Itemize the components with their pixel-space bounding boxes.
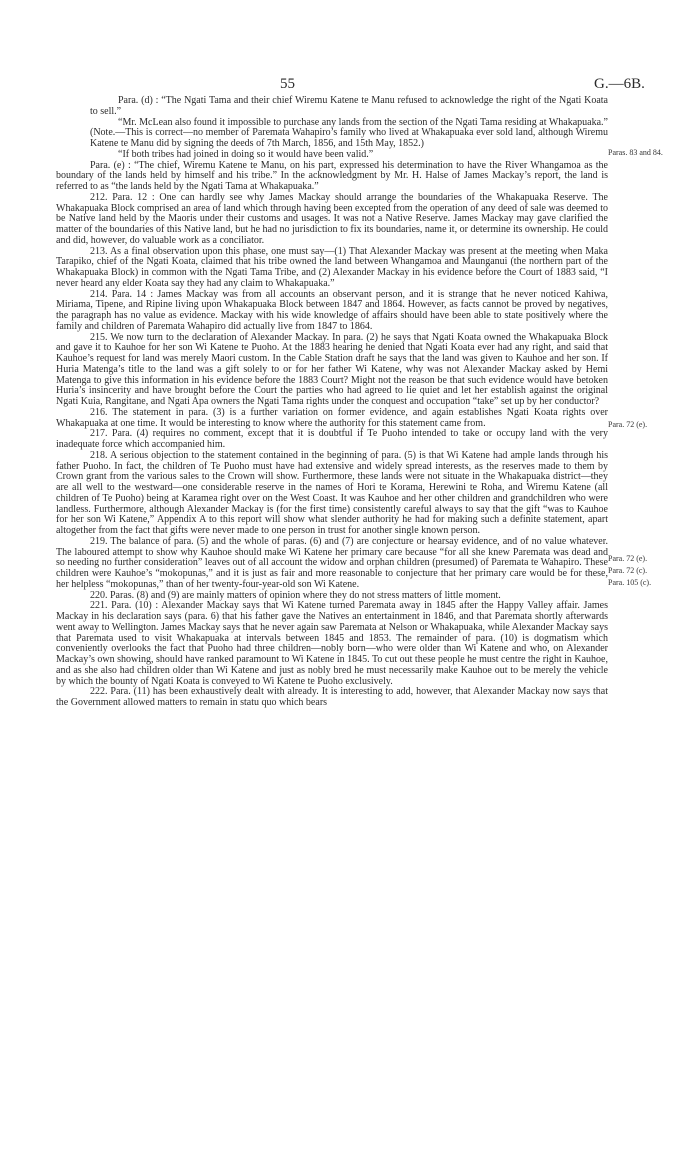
paragraph-218: 218. A serious objection to the statement contained in the beginning of para. (5) is that Wi Katene had ample lands through his father Puoho. In fact, the children of Te Puoho must have had extensive and widely spread interests, as the reserves made to them by Crown grant from the various sales to the Crown will show. Furthermore, these lands were not situate in the Whakapuaka district—they are all well to the westward—one considerable reserve in the names of Hori te Korama, Herewini te Roha, and Wiremu Katene (all children of Te Puoho) being at Karamea right over on the West Coast. It was Kauhoe and her other children and grandchildren who were landless. Furthermore, although Alexander Mackay is (for the first time) consistently careful always to say that the gift “was to Kauhoe for her son Wi Katene,” Appendix A to this report will show what slender authority he had for making such a definite statement, apart altogether from the fact that gifts were never made to one person in trust for another single known person. [56, 449, 608, 536]
page-number: 55 [280, 76, 295, 92]
margin-note: Para. 105 (c). [608, 578, 652, 587]
margin-note: Paras. 83 and 84. [608, 148, 663, 157]
paragraph-221: 221. Para. (10) : Alexander Mackay says that Wi Katene turned Paremata away in 1845 after the Happy Valley affair. James Mackay in his declaration says (para. 6) that his father gave the Natives an entertainment in 1846, and that Paremata shortly afterwards went away to Wellington. James Mackay says that he never again saw Paremata at Nelson or Whakapuaka, while Alexander Mackay says that Paremata used to visit Whakapuaka at intervals between 1845 and 1853. The remainder of para. (10) is dogmatism which conveniently overlooks the fact that Puoho had three children—nobly born—who were older than Wi Katene and who, on Alexander Mackay’s own showing, should have ranked paramount to Wi Katene in 1845. To cut out these people he must centre the right in Kauhoe, and as she also had children older than Wi Katene and just as nobly bred he must necessarily make Kauhoe out to be merely the vehicle by which the bounty of Ngati Koata is conveyed to Wi Katene te Puoho exclusively. [56, 600, 608, 687]
margin-note: Para. 72 (e). [608, 554, 648, 563]
paragraph-213: 213. As a final observation upon this phase, one must say—(1) That Alexander Mackay was present at the meeting when Maka Tarapiko, chief of the Ngati Koata, claimed that his tribe owned the land between Whangamoa and Maunganui (the northern part of the Whakapuaka Block) in common with the Ngati Tama Tribe, and (2) Alexander Mackay in his evidence before the Court of 1883 said, “I never heard any elder Koata say they had any claim to Whakapuaka.” [56, 245, 608, 289]
paragraph-para-d: Para. (d) : “The Ngati Tama and their chief Wiremu Katene te Manu refused to acknowledge the right of the Ngati Koata to sell.” [90, 95, 608, 117]
margin-note: Para. 72 (c). [608, 566, 648, 575]
paragraph-both-tribes-quote: “If both tribes had joined in doing so it would have been valid.” [118, 148, 374, 160]
paragraph-212: 212. Para. 12 : One can hardly see why James Mackay should arrange the boundaries of the Whakapuaka Reserve. The Whakapuaka Block comprised an area of land which through having been excepted from the operation of any deed of sale was deemed to be Native land held by the Maoris under their customs and usages. It was not a Native Reserve. James Mackay may gave clarified the matter of the boundaries of this Native land, but he had no jurisdiction to fix its boundaries, name it, or determine its ownership. He could and did, however, do valuable work as a conciliator. [56, 191, 608, 246]
paragraph-222: 222. Para. (11) has been exhaustively dealt with already. It is interesting to add, however, that Alexander Mackay now says that the Government allowed matters to remain in statu quo which bears [56, 686, 608, 708]
paragraph-para-e: Para. (e) : “The chief, Wiremu Katene te Manu, on his part, expressed his determination to have the River Whangamoa as the boundary of the lands held by himself and his tribe.” In the acknowledgment by Mr. H. Halse of James Mackay’s report, the land is referred to as “the lands held by the Ngati Tama at Whakapuaka.” [56, 159, 608, 192]
paragraph-216: 216. The statement in para. (3) is a further variation on former evidence, and again establishes Ngati Koata rights over Whakapuaka at one time. It would be interesting to know where the authority for this statement came from. [56, 406, 608, 429]
paragraph-mclean-quote: “Mr. McLean also found it impossible to purchase any lands from the section of the Ngati Tama residing at Whakapuaka.” (Note.—This is correct—no member of Paremata Wahapiro’s family who lived at Whakapuaka ever sold land, although Wiremu Katene te Manu did by signing the deeds of 7th March, 1856, and 15th May, 1852.) [90, 116, 608, 149]
paragraph-215: 215. We now turn to the declaration of Alexander Mackay. In para. (2) he says that Ngati Koata owned the Whakapuaka Block and gave it to Kauhoe for her son Wi Katene te Puoho. At the 1883 hearing he denied that Ngati Koata ever had any right, and said that Kauhoe’s request for land was merely Maori custom. In the Cable Station draft he says that the land was given to Kauhoe and her son. If Huria Matenga’s title to the land was a gift solely to or for her father Wi Katene, why was not Alexander Mackay asked by Hemi Matenga to give this information in his evidence before the 1883 Court? Might not the reason be that such evidence would have betoken Huria’s insincerity and have brought before the Court the parties who had agreed to lie quiet and let her establish against the original Ngati Kuia, Rangitane, and Ngati Apa owners the Ngati Tama rights under the conquest and occupation “take” set up by her conductor? [56, 331, 608, 407]
paragraph-219: 219. The balance of para. (5) and the whole of paras. (6) and (7) are conjecture or hearsay evidence, and of no value whatever. The laboured attempt to show why Kauhoe should make Wi Katene her primary care because “for all she knew Paremata was dead and so needing no further consideration” leaves out of all account the widow and orphan children (presumed) of Paremata te Wahapiro. These children were Kauhoe’s “mokopunas,” and it is just as fair and more reasonable to conjecture that her primary care would be for these, her helpless “mokopunas,” than of her twenty-four-year-old son Wi Katene. [56, 535, 608, 590]
paragraph-217: 217. Para. (4) requires no comment, except that it is doubtful if Te Puoho intended to take or occupy land with the very inadequate force which accompanied him. [56, 428, 608, 450]
body-text [56, 96, 608, 709]
paragraph-220: 220. Paras. (8) and (9) are mainly matters of opinion where they do not stress matters of little moment. [90, 589, 501, 601]
margin-note: Para. 72 (e). [608, 420, 648, 429]
paragraph-214: 214. Para. 14 : James Mackay was from all accounts an observant person, and it is strange that he never noticed Kahiwa, Miriama, Tipene, and Ripine living upon Whakapuaka Block between 1847 and 1864. However, as facts cannot be proved by negatives, the paragraph has no value as evidence. Mackay with his wide knowledge of affairs should have been able to state positively where the family and children of Paremata Wahapiro did actually live from 1847 to 1864. [56, 288, 608, 332]
report-code: G.—6B. [594, 76, 645, 92]
